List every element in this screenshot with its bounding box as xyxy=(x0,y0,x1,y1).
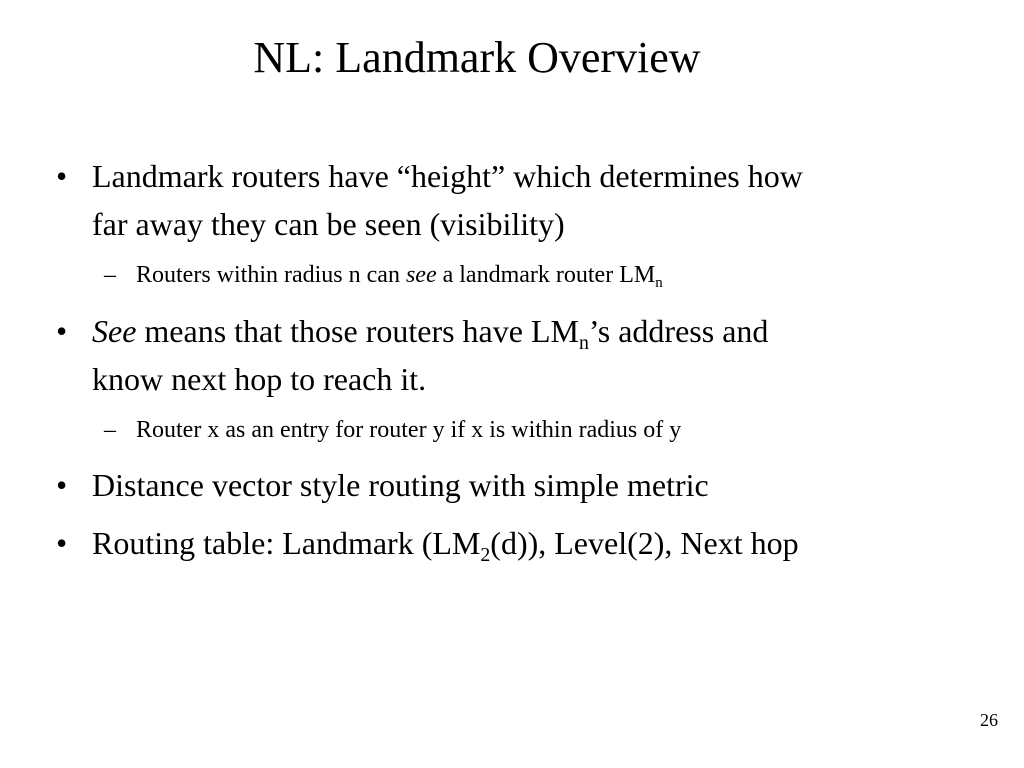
emphasis-text: See xyxy=(92,313,137,349)
text-segment: Routers within radius n can xyxy=(136,262,406,288)
sub-bullet-text xyxy=(136,259,663,291)
bullet-text-line: know next hop to reach it. xyxy=(92,361,427,397)
text-segment: Routing table: Landmark (LM xyxy=(92,525,481,561)
subscript: 2 xyxy=(480,543,491,566)
text-segment: (d)), Level(2), Next hop xyxy=(490,525,799,561)
bullet-marker: • xyxy=(56,158,68,194)
bullet-text xyxy=(92,519,799,567)
subscript: n xyxy=(655,275,663,292)
bullet-text xyxy=(92,307,768,403)
bullet-marker: • xyxy=(56,525,68,561)
bullet-text-line: far away they can be seen (visibility) xyxy=(92,206,565,242)
sub-bullet-marker: – xyxy=(104,262,116,288)
subscript: n xyxy=(578,331,589,354)
sub-bullet-text: Router x as an entry for router y if x is within radius of y xyxy=(136,417,682,443)
bullet-text xyxy=(92,152,803,248)
bullet-text-line xyxy=(92,307,768,355)
emphasis-text: see xyxy=(405,262,437,288)
text-segment: means that those routers have LM xyxy=(136,313,579,349)
bullet-marker: • xyxy=(56,313,68,349)
sub-bullet-marker: – xyxy=(104,417,116,443)
bullet-text: Distance vector style routing with simple metric xyxy=(92,467,709,503)
page-number: 26 xyxy=(980,710,998,730)
slide-title: NL: Landmark Overview xyxy=(253,33,701,82)
text-segment: ’s address and xyxy=(588,313,769,349)
bullet-text-line: Landmark routers have “height” which determines how xyxy=(92,158,803,194)
text-segment: a landmark router LM xyxy=(436,262,656,288)
bullet-marker: • xyxy=(56,467,68,503)
